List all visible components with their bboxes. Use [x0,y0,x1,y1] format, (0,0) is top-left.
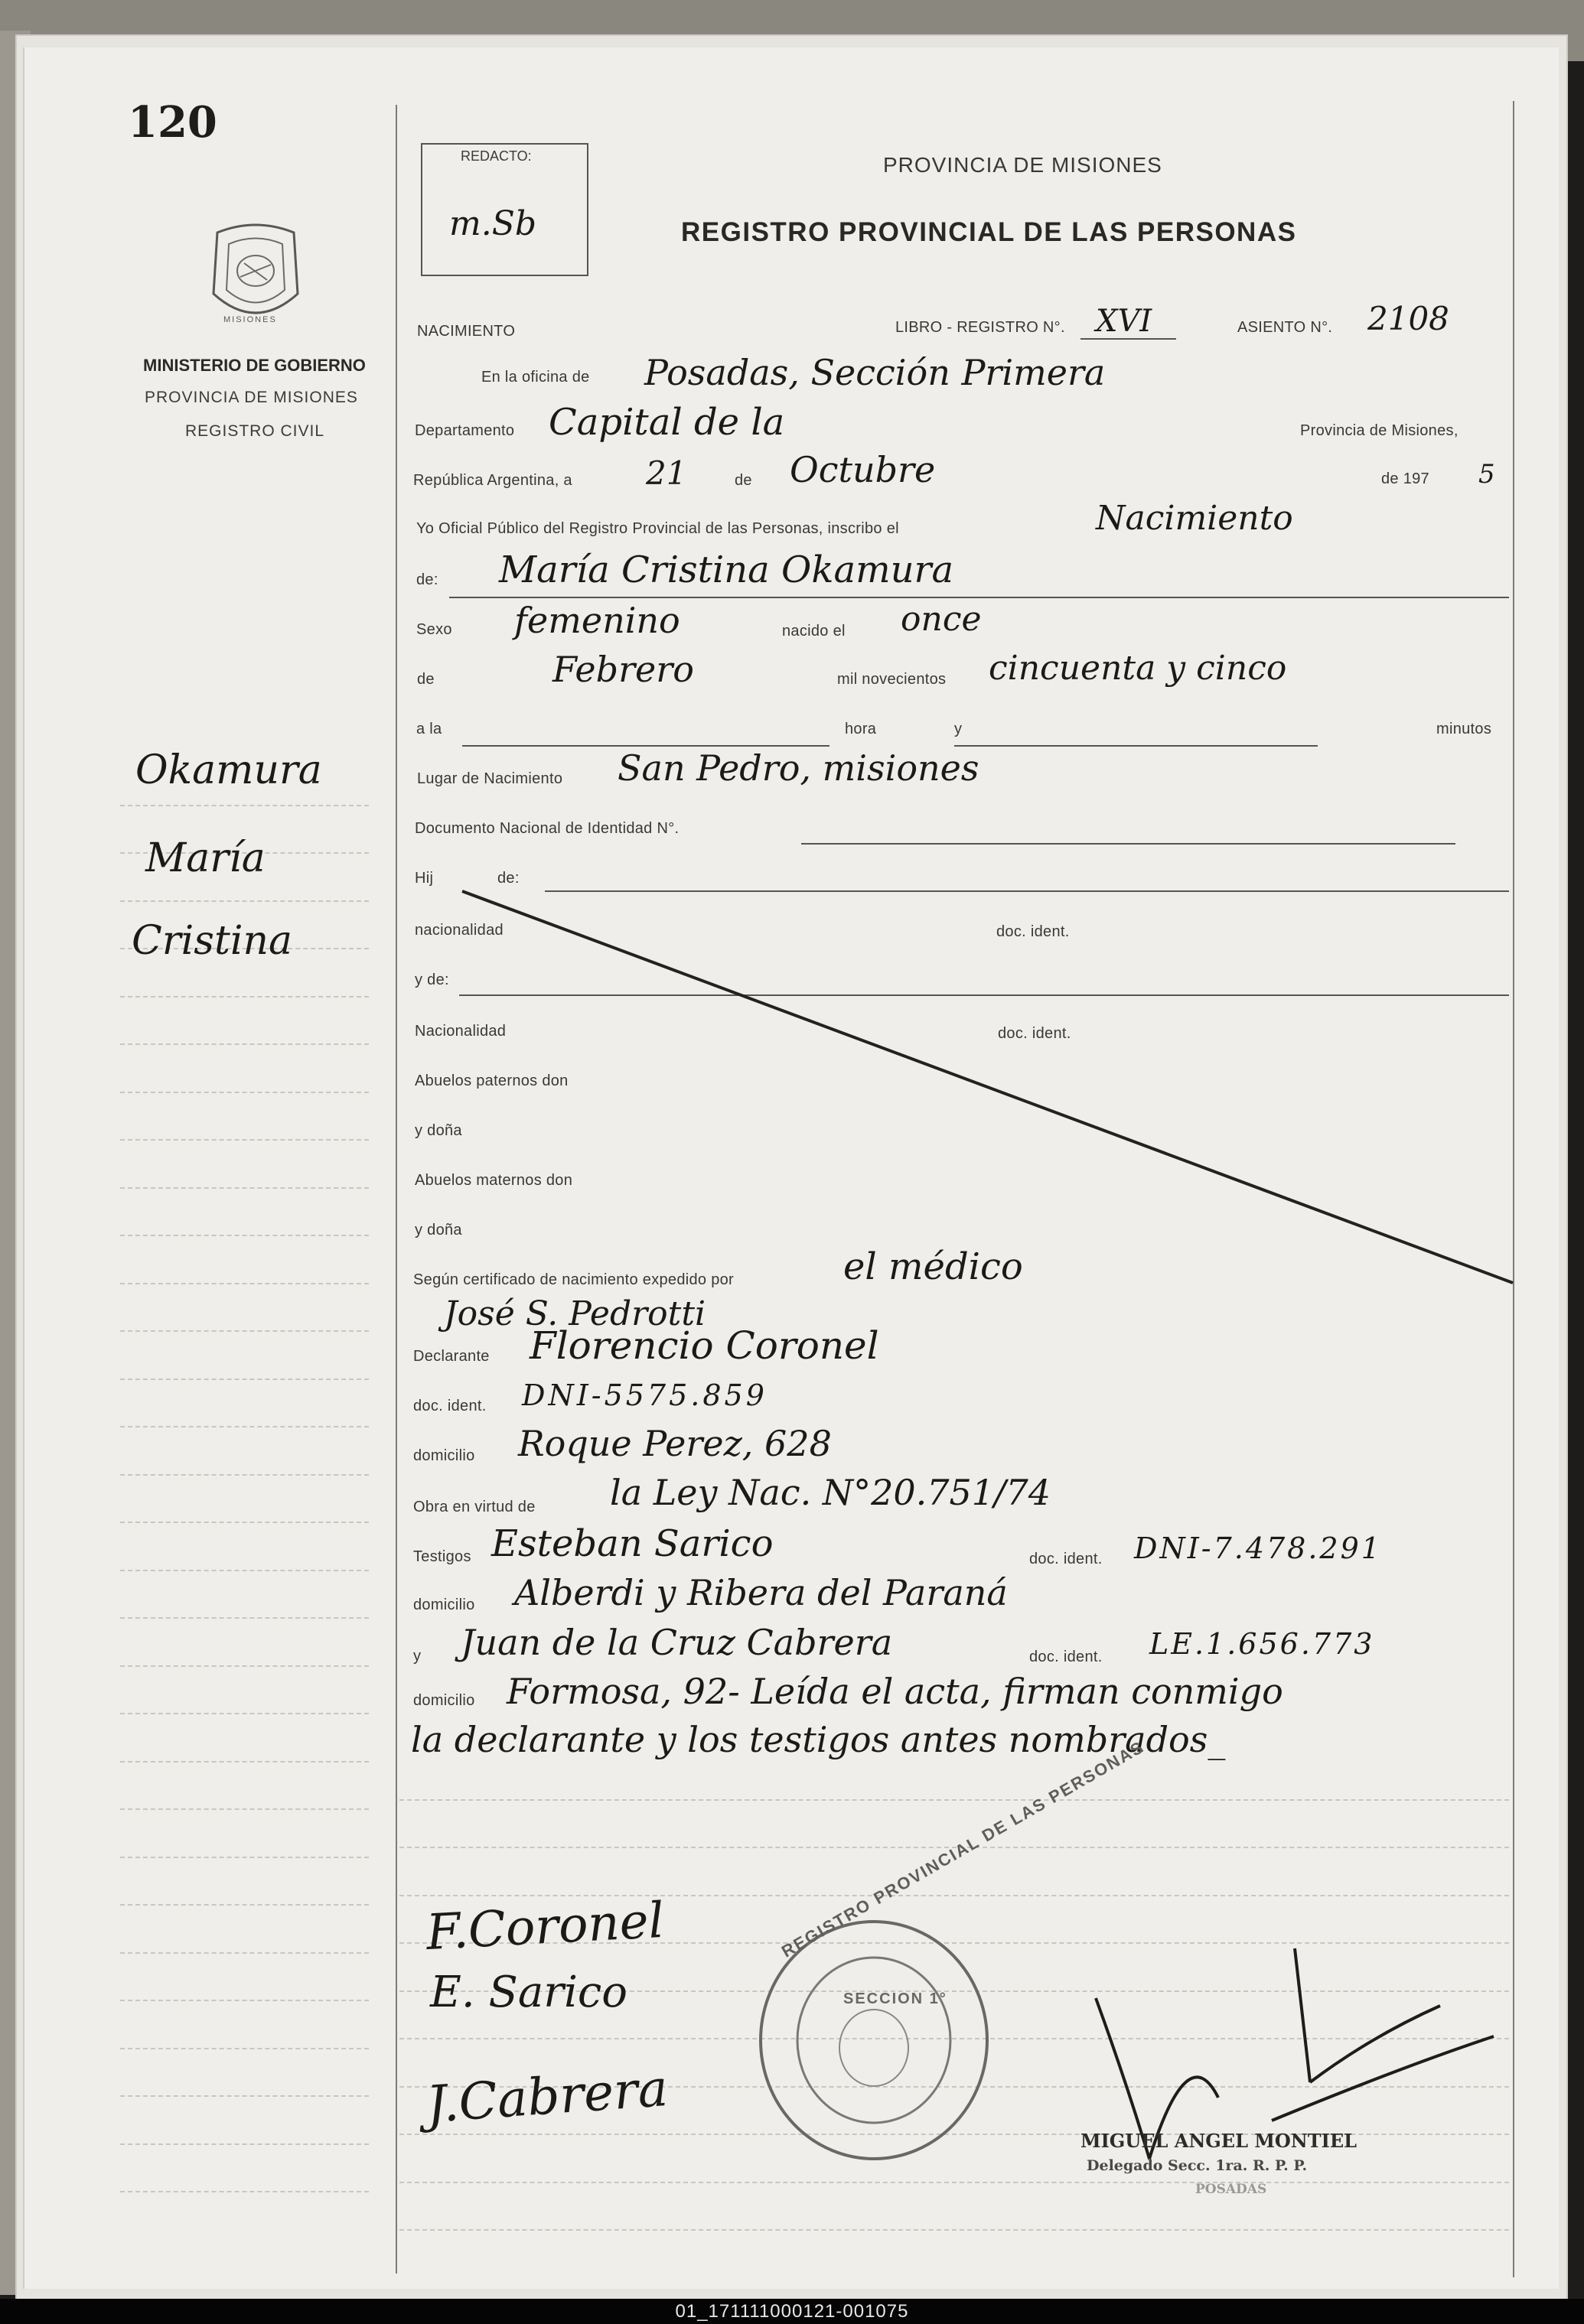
testigo1-value: Esteban Sarico [491,1522,774,1565]
de2-label: de [417,671,435,688]
civil-registry: REGISTRO CIVIL [185,422,325,440]
officer-city: POSADAS [1195,2182,1267,2197]
margin-note-name2: Cristina [132,918,292,964]
hij-label: Hij [415,870,434,887]
nacido-value: once [901,600,982,639]
obra-label: Obra en virtud de [413,1499,536,1515]
republica-label: República Argentina, a [413,472,572,489]
testigos-label: Testigos [413,1548,471,1565]
sexo-value: femenino [514,600,680,641]
testigo2-value: Juan de la Cruz Cabrera [461,1622,893,1663]
de-nombre-label: de: [416,571,438,588]
mes-value: Octubre [790,449,936,490]
lugar-value: San Pedro, misiones [618,747,979,789]
signature-testigo2: J.Cabrera [424,2059,670,2134]
seal-caption: MISIONES [223,315,277,324]
nacimiento-label: NACIMIENTO [417,323,516,340]
docident4-label: doc. ident. [1029,1551,1103,1567]
sexo-label: Sexo [416,621,452,638]
certificado-label: Según certificado de nacimiento expedido por [413,1271,735,1288]
minutos-label: minutos [1436,721,1492,737]
asiento-value: 2108 [1367,300,1449,337]
redacto-label: REDACTO: [461,148,532,164]
mil-label: mil novecientos [837,671,947,688]
oficial-label: Yo Oficial Público del Registro Provincial de las Personas, inscribo el [416,520,899,537]
acto-value: Nacimiento [1096,499,1293,538]
docident3-label: doc. ident. [413,1398,487,1414]
domicilio3-label: domicilio [413,1692,475,1709]
signature-declarante: F.Coronel [425,1892,666,1962]
y-label: y [954,721,963,737]
dni-label: Documento Nacional de Identidad N°. [415,820,680,837]
officer-name: MIGUEL ANGEL MONTIEL [1080,2130,1357,2152]
margin-note-surname: Okamura [135,747,322,793]
mes-nac-value: Febrero [552,649,694,690]
ministry-name: MINISTERIO DE GOBIERNO [143,356,366,375]
page-number: 120 [128,97,217,148]
de-label-fecha: de [735,472,752,489]
domicilio2-label: domicilio [413,1597,475,1613]
ydona1-label: y doña [415,1122,462,1139]
redacto-initials: m.Sb [449,204,537,243]
medico-value: José S. Pedrotti [444,1294,706,1333]
anio-value: 5 [1478,459,1495,490]
libro-value: XVI [1096,304,1152,339]
abuelos-paternos-label: Abuelos paternos don [415,1072,569,1089]
docident-label: doc. ident. [996,923,1070,940]
provincia-label: Provincia de Misiones, [1300,422,1459,439]
abuelos-maternos-label: Abuelos maternos don [415,1172,573,1189]
nacionalidad2-label: Nacionalidad [415,1023,507,1040]
stamp-outer-text: REGISTRO PROVINCIAL DE LAS PERSONAS [778,1736,1148,1961]
nacionalidad-label: nacionalidad [415,922,504,939]
oficina-value: Posadas, Sección Primera [644,352,1106,393]
ala-label: a la [416,721,442,737]
officer-title: Delegado Secc. 1ra. R. P. P. [1087,2157,1308,2174]
anio-label: de 197 [1381,470,1429,487]
libro-label: LIBRO - REGISTRO N°. [895,319,1065,336]
signature-testigo1: E. Sarico [430,1968,627,2017]
departamento-label: Departamento [415,422,515,439]
stamp-inner-text: SECCION 1° [843,1990,947,2007]
hij-de-label: de: [497,870,520,887]
dia-value: 21 [646,454,687,492]
image-identifier: 01_171111000121-001075 [0,2299,1584,2324]
strike-diagonal [461,885,1517,1287]
domicilio3-value: Formosa, 92- Leída el acta, firman conmigo [507,1671,1283,1712]
domicilio2-value: Alberdi y Ribera del Paraná [514,1572,1008,1613]
obra-value: la Ley Nac. N°20.751/74 [610,1472,1051,1513]
cierre-value: la declarante y los testigos antes nombrados_ [411,1719,1226,1760]
ministry-province: PROVINCIA DE MISIONES [145,389,358,406]
lugar-label: Lugar de Nacimiento [417,770,563,787]
asiento-label: ASIENTO N°. [1237,319,1333,336]
ydona2-label: y doña [415,1222,462,1238]
departamento-value: Capital de la [549,401,785,444]
province-heading: PROVINCIA DE MISIONES [883,153,1162,177]
y2-label: y [413,1648,422,1665]
docident5-label: doc. ident. [1029,1649,1103,1665]
docident4-value: DNI-7.478.291 [1134,1531,1382,1565]
hora-label: hora [845,721,877,737]
oficina-label: En la oficina de [481,369,590,386]
anio-nac-value: cincuenta y cinco [989,649,1287,688]
docident3-value: DNI-5575.859 [522,1378,768,1412]
certificado-value: el médico [843,1245,1023,1288]
nacido-label: nacido el [782,623,846,640]
nombre-value: María Cristina Okamura [499,548,954,591]
docident5-value: LE.1.656.773 [1149,1627,1375,1661]
yde-label: y de: [415,972,449,988]
document-page [23,47,1559,2289]
declarante-label: Declarante [413,1348,490,1365]
main-left-border [396,105,397,2274]
domicilio-label: domicilio [413,1447,475,1464]
docident2-label: doc. ident. [998,1025,1071,1042]
margin-note-name1: María [145,835,266,881]
domicilio-value: Roque Perez, 628 [518,1423,832,1464]
registry-heading: REGISTRO PROVINCIAL DE LAS PERSONAS [681,217,1297,247]
declarante-value: Florencio Coronel [530,1323,879,1368]
